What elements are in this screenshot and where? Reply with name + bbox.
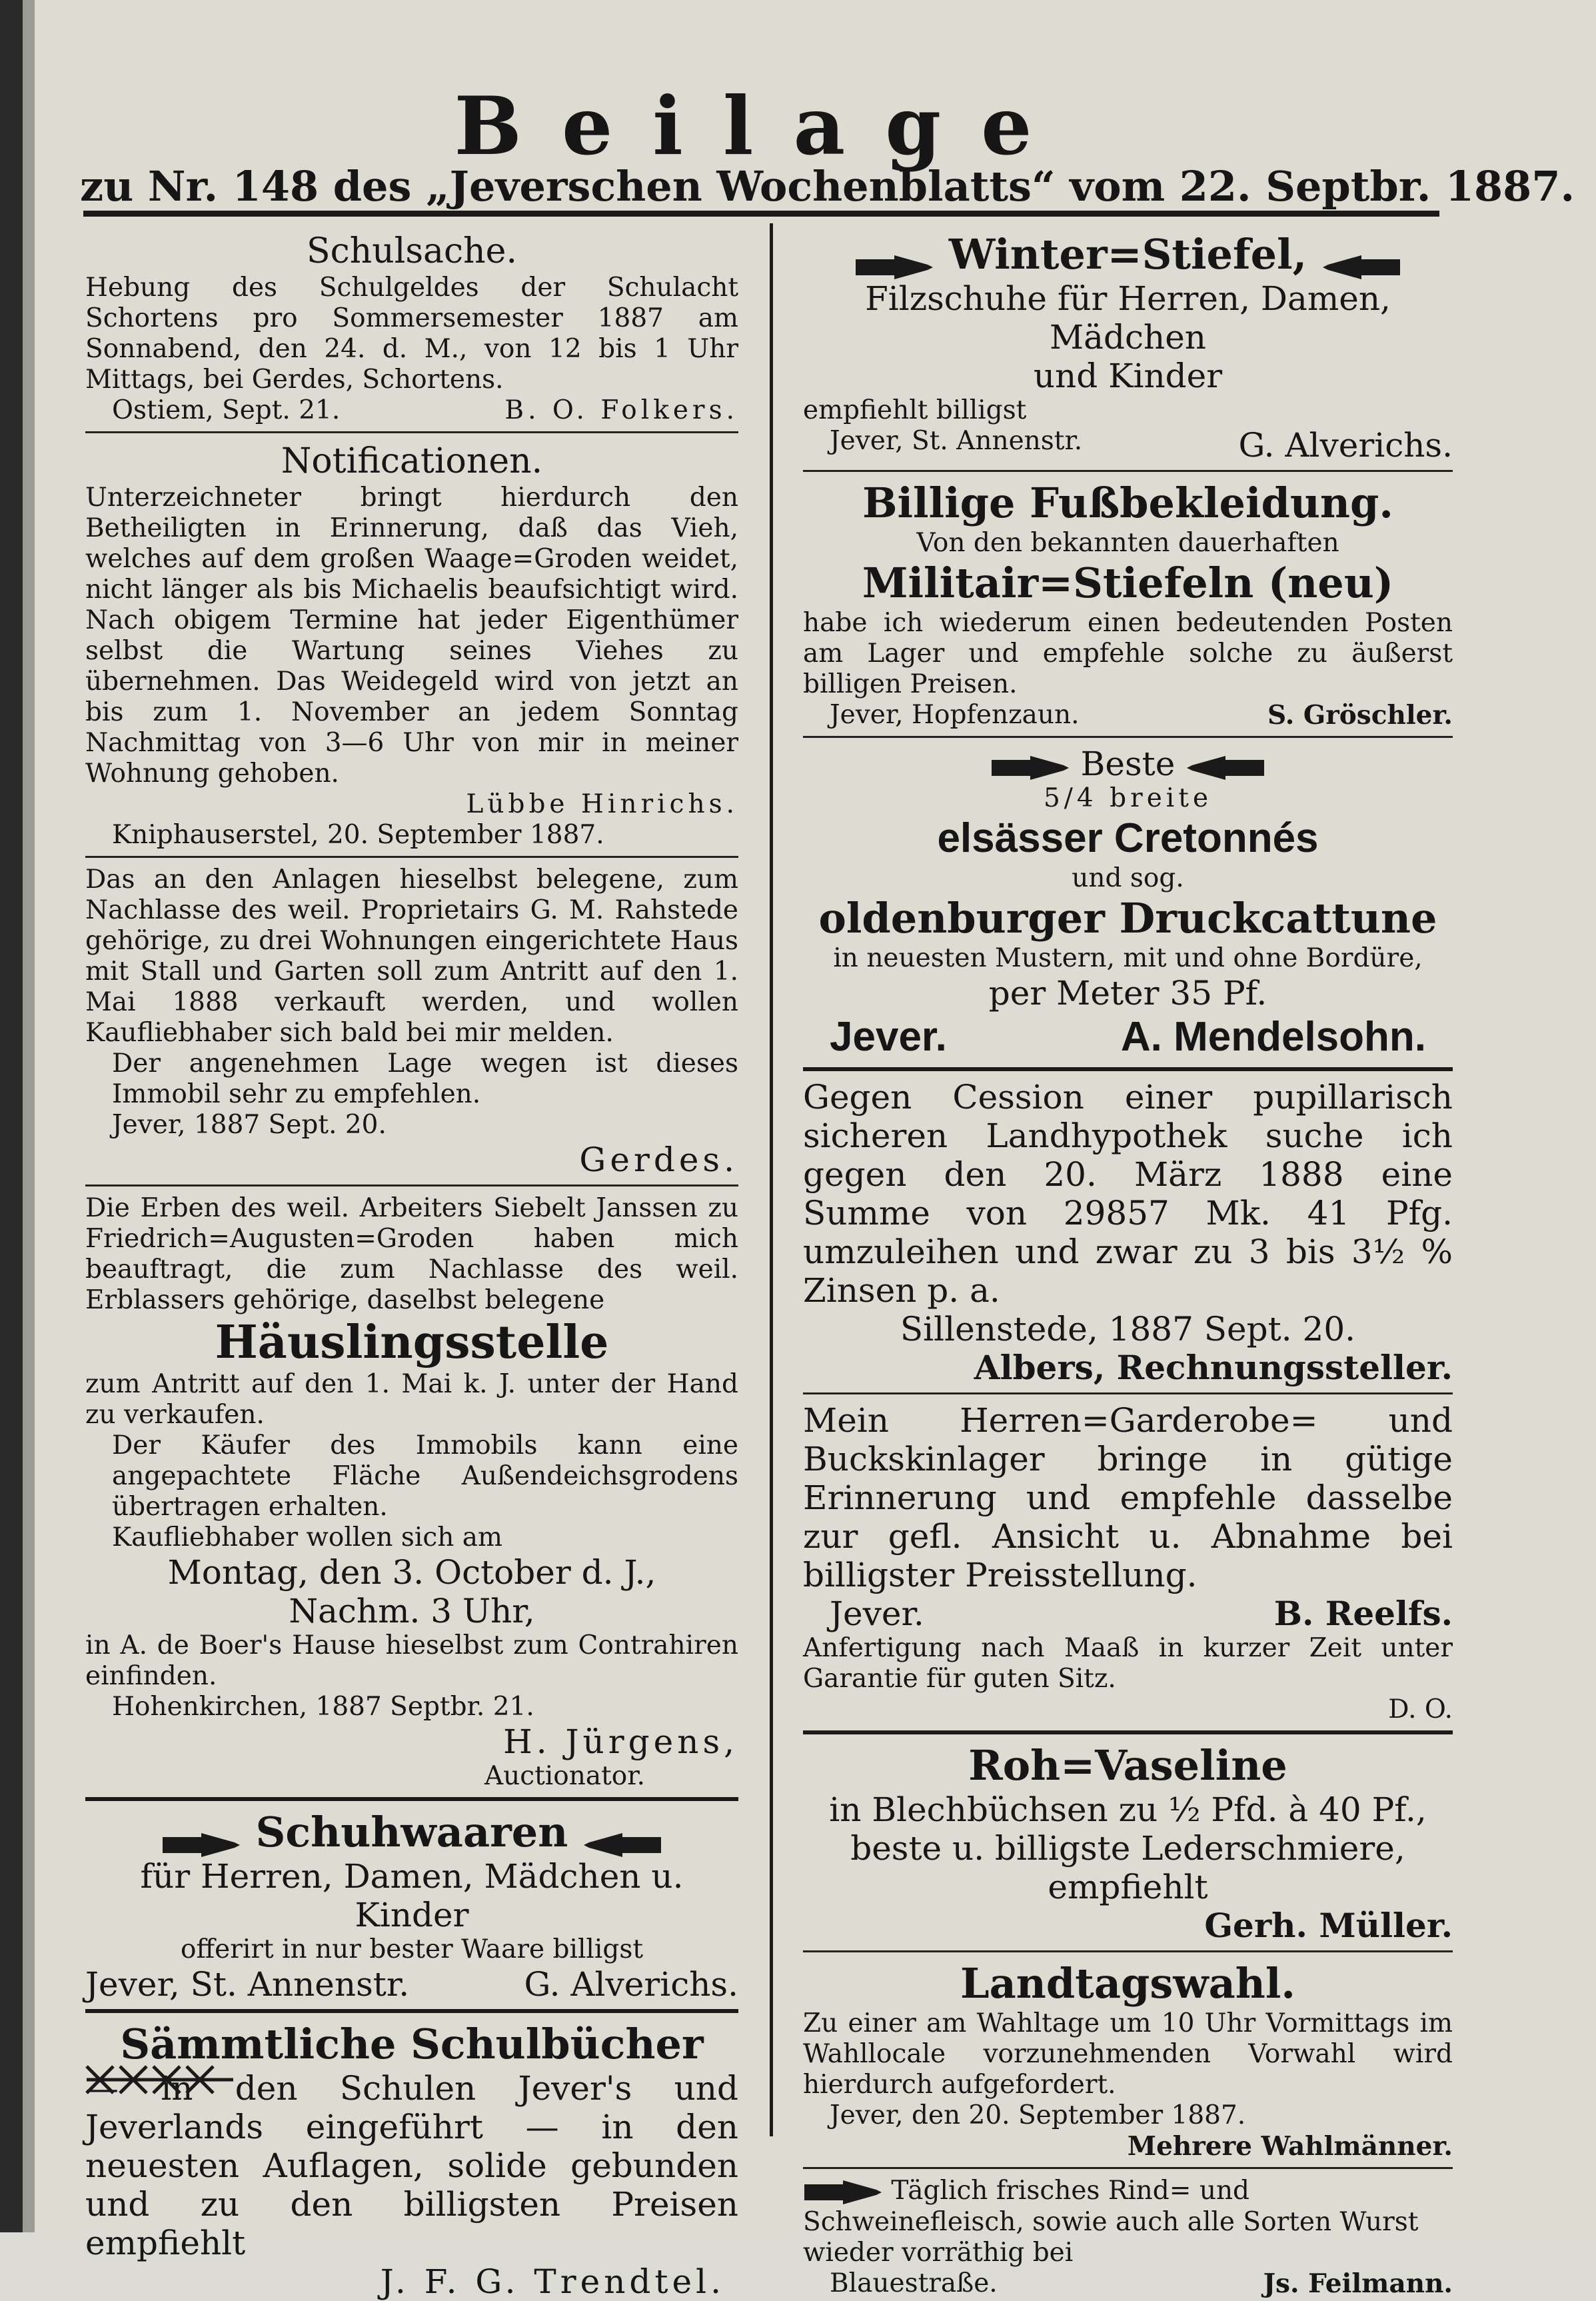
masthead-title: Beilage [454,79,1072,173]
ad-title: Landtagswahl. [960,1959,1296,2008]
pointing-hand-right-icon [854,243,934,273]
ad-line: und sog. [1072,863,1184,893]
ad-body: habe ich wiederum einen bedeutenden Posten am Lager und empfehle solche zu äußerst billigen Preisen. [803,608,1453,699]
ad-title: Sämmtliche Schulbücher [120,2020,704,2068]
ad-signature: Lübbe Hinrichs. [466,789,738,819]
right-column [803,230,1453,2299]
ad-landtagswahl [803,1959,1453,2162]
ad-line: in Blechbüchsen zu ½ Pfd. à 40 Pf., [829,1790,1427,1829]
left-column [85,230,738,2301]
ad-signature: Gerdes. [579,1141,738,1179]
ad-note-signature: D. O. [1388,1694,1453,1724]
ad-place: Jever, 1887 Sept. 20. [112,1110,387,1140]
ornament-decoration [83,2060,237,2100]
scan-binding-shadow [23,0,35,2232]
ad-body: Hebung des Schulgeldes der Schulacht Schortens pro Sommersemester 1887 am Sonnabend, den 24. d. M., von 12 bis 1 Uhr Mittags, bei Gerdes, Schortens. [85,273,738,395]
ad-footer [85,1965,738,2004]
ad-title2: Militair=Stiefeln (neu) [862,559,1394,607]
ad-line: für Herren, Damen, Mädchen u. Kinder [140,1857,684,1934]
pointing-hand-right-icon [161,1821,241,1850]
divider [85,2009,738,2013]
ad-footer [803,1013,1453,1062]
ad-intro: Die Erben des weil. Arbeiters Siebelt Janssen zu Friedrich=Augusten=Groden haben mich beauftragt, die zum Nachlasse des weil. Erblassers gehörige, daselbst belegene [85,1193,738,1315]
ad-body: Gegen Cession einer pupillarisch sicheren Landhypothek suche ich gegen den 20. März 1888 eine Summe von 29857 Mk. 41 Pfg. umzuleihen und zwar zu 3 bis 3½ % Zinsen p. a. [803,1078,1453,1310]
ad-signature: H. Jürgens, [503,1722,738,1761]
ad-title: elsässer Cretonnés [937,815,1319,861]
ad-signature: G. Alverichs. [524,1965,738,2004]
ad-notificationen [85,440,738,851]
ad-place: Jever, Hopfenzaun. [830,700,1080,730]
ad-signature: B. Reelfs. [1273,1594,1453,1633]
ad-place: Jever. [830,1594,924,1633]
ad-signature: S. Gröschler. [1267,700,1453,731]
divider [803,1730,1453,1734]
ad-schulsache [85,230,738,426]
ad-winter-stiefel [803,230,1453,465]
ad-price: per Meter 35 Pf. [988,974,1267,1013]
ad-place: Jever, St. Annenstr. [830,426,1083,456]
divider [85,1797,738,1801]
ad-line: und Kinder [1033,357,1223,395]
divider [85,1184,738,1186]
ad-pre: empfiehlt billigst [803,395,1027,425]
ad-line: beste u. billigste Lederschmiere, empfiehlt [850,1829,1405,1906]
ad-body: in A. de Boer's Hause hieselbst zum Contrahiren einfinden. [85,1630,738,1691]
ad-date: Montag, den 3. October d. J., [167,1553,656,1592]
ad-title: Billige Fußbekleidung. [862,479,1393,527]
ad-footer [803,1594,1453,1633]
ad-body: — in den Schulen Jever's und Jeverlands eingeführt — in den neuesten Auflagen, solide gebunden und zu den billigsten Preisen empfiehlt [85,2069,738,2262]
pointing-hand-left-icon [582,1821,662,1850]
ad-body: Zu einer am Wahltage um 10 Uhr Vormittags im Wahllocale vorzunehmenden Vorwahl wird hierdurch aufgefordert. [803,2008,1453,2100]
ad-body: Der Käufer des Immobils kann eine angepachtete Fläche Außendeichsgrodens übertragen erhalten. [112,1430,738,1522]
ad-note: Anfertigung nach Maaß in kurzer Zeit unter Garantie für guten Sitz. [803,1633,1453,1694]
divider [803,1950,1453,1952]
ad-body: Unterzeichneter bringt hierdurch den Betheiligten in Erinnerung, daß das Vieh, welches auf dem großen Waage=Groden weidet, nicht länger als bis Michaelis beaufsichtigt wird. Nach obigem Termine hat jeder Eigenthümer selbst die Wartung seines Viehes zu übernehmen. Das Weidegeld wird von jetzt an bis zum 1. November an jedem Sonntag Nachmittag von 3—6 Uhr von mir in meiner Wohnung gehoben. [85,483,738,789]
ad-place: Jever, St. Annenstr. [85,1965,410,2004]
ad-line: Filzschuhe für Herren, Damen, Mädchen [865,279,1391,357]
ad-place: Jever. [830,1014,947,1060]
ad-body: Kaufliebhaber wollen sich am [112,1522,502,1552]
ad-footer [803,2268,1453,2299]
ad-signature: G. Alverichs. [1238,426,1453,465]
divider [803,2167,1453,2169]
pointing-hand-right-icon [803,2178,883,2207]
ad-title: Schulsache. [307,231,517,271]
scan-binding-edge [0,0,23,2232]
ad-cretonnes [803,745,1453,1062]
ad-place: Jever, den 20. September 1887. [830,2100,1246,2130]
divider [85,856,738,858]
ad-body-row [803,2176,1453,2268]
ad-footer [85,395,738,426]
ad-signature: Albers, Rechnungssteller. [974,1348,1453,1387]
masthead-rule [83,211,1439,217]
divider [803,736,1453,738]
ad-haeuslingsstelle [85,1193,738,1792]
pointing-hand-left-icon [1186,752,1265,781]
ad-line: 5/4 breite [1043,783,1213,813]
divider [803,1067,1453,1071]
ad-title: Roh=Vaseline [968,1741,1287,1790]
ad-signature: Mehrere Wahlmänner. [1127,2131,1453,2162]
ad-place: Ostiem, Sept. 21. [112,395,341,425]
ad-line-row [803,745,1453,783]
ad-signature: B. O. Folkers. [504,395,738,425]
ad-signature: A. Mendelsohn. [1120,1014,1426,1060]
ad-title-row [85,1808,738,1857]
ad-title: Häuslingsstelle [215,1316,609,1369]
pointing-hand-right-icon [990,752,1070,781]
ad-line: Beste [1080,745,1176,783]
ad-title2: oldenburger Druckcattune [818,894,1437,943]
ad-role: Auctionator. [484,1761,645,1791]
divider [803,470,1453,472]
ad-vaseline [803,1741,1453,1945]
ad-footer [803,426,1453,465]
divider [803,1392,1453,1394]
ad-fleisch [803,2176,1453,2299]
ad-line: offerirt in nur bester Waare billigst [180,1934,644,1964]
ad-place: Hohenkirchen, 1887 Septbr. 21. [112,1692,534,1722]
ad-place: Blauestraße. [830,2268,998,2298]
ad-gerdes [85,865,738,1179]
ad-title: Schuhwaaren [255,1808,568,1856]
masthead-subtitle: zu Nr. 148 des „Jeverschen Wochenblatts“ vom 22. Septbr. 1887. [80,162,1575,211]
ad-signature: Gerh. Müller. [1204,1906,1453,1945]
ad-title-row [803,230,1453,279]
ad-title: Winter=Stiefel, [948,230,1307,279]
ad-body: Das an den Anlagen hieselbst belegene, zum Nachlasse des weil. Proprietairs G. M. Rahstede gehörige, zu drei Wohnungen eingerichtete Haus mit Stall und Garten soll zum Antritt auf den 1. Mai 1888 verkauft werden, und wollen Kaufliebhaber sich bald bei mir melden. [85,865,738,1048]
ad-cession [803,1078,1453,1387]
ad-body: zum Antritt auf den 1. Mai k. J. unter der Hand zu verkaufen. [85,1369,738,1430]
ad-body: Der angenehmen Lage wegen ist dieses Immobil sehr zu empfehlen. [112,1049,738,1109]
ad-time: Nachm. 3 Uhr, [289,1592,535,1630]
ad-fussbekleidung [803,479,1453,731]
ad-line: in neuesten Mustern, mit und ohne Bordüre, [833,943,1423,973]
ad-garderobe [803,1401,1453,1725]
ad-place: Sillenstede, 1887 Sept. 20. [900,1310,1356,1348]
ad-signature: Js. Feilmann. [1263,2268,1453,2299]
ad-body: Täglich frisches Rind= und Schweinefleisch, sowie auch alle Sorten Wurst wieder vorräthig bei [803,2176,1419,2268]
ad-title: Notificationen. [281,441,543,481]
ad-body: Mein Herren=Garderobe= und Buckskinlager bringe in gütige Erinnerung und empfehle dasselbe zur gefl. Ansicht u. Abnahme bei billigster Preisstellung. [803,1401,1453,1594]
ad-place: Kniphauserstel, 20. September 1887. [112,820,604,850]
pointing-hand-left-icon [1321,243,1401,273]
column-separator [770,223,773,2136]
ad-schuhwaaren [85,1808,738,2004]
ad-signature: J. F. G. Trendtel. [380,2262,725,2301]
divider [85,431,738,433]
ad-line: Von den bekannten dauerhaften [916,528,1339,558]
ad-footer [803,700,1453,731]
